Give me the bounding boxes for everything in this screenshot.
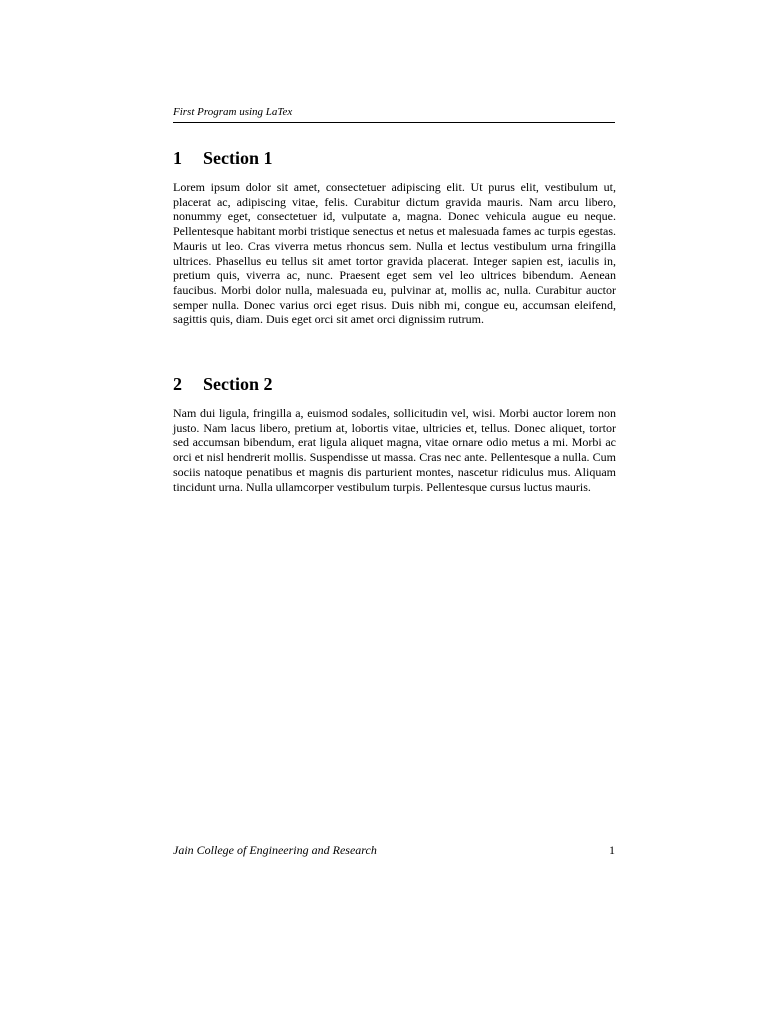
section-number: 1 [173, 148, 182, 168]
running-footer [173, 843, 615, 859]
section-heading [173, 146, 616, 170]
section-heading [173, 372, 616, 396]
running-header [173, 104, 615, 123]
section-body-paragraph: Lorem ipsum dolor sit amet, consectetuer adipiscing elit. Ut purus elit, vestibulum ut, placerat ac, adipiscing vitae, felis. Curabitur dictum gravida mauris. Nam arcu libero, nonummy eget, consectetuer id, vulputate a, magna. Donec vehicula augue eu neque. Pellentesque habitant morbi tristique senectus et netus et malesuada fames ac turpis egestas. Mauris ut leo. Cras viverra metus rhoncus sem. Nulla et lectus vestibulum urna fringilla ultrices. Phasellus eu tellus sit amet tortor gravida placerat. Integer sapien est, iaculis in, pretium quis, viverra ac, nunc. Praesent eget sem vel leo ultrices bibendum. Aenean faucibus. Morbi dolor nulla, malesuada eu, pulvinar at, mollis ac, nulla. Curabitur auctor semper nulla. Donec varius orci eget risus. Duis nibh mi, congue eu, accumsan eleifend, sagittis quis, diam. Duis eget orci sit amet orci dignissim rutrum. [173, 180, 616, 327]
page-number: 1 [609, 843, 615, 857]
section-number: 2 [173, 374, 182, 394]
section-1 [173, 146, 616, 327]
section-title: Section 1 [203, 148, 273, 168]
section-2 [173, 372, 616, 494]
section-title: Section 2 [203, 374, 273, 394]
section-body-paragraph: Nam dui ligula, fringilla a, euismod sodales, sollicitudin vel, wisi. Morbi auctor lorem non justo. Nam lacus libero, pretium at, lobortis vitae, ultricies et, tellus. Donec aliquet, tortor sed accumsan bibendum, erat ligula aliquet magna, vitae ornare odio metus a mi. Morbi ac orci et nisl hendrerit mollis. Suspendisse ut massa. Cras nec ante. Pellentesque a nulla. Cum sociis natoque penatibus et magnis dis parturient montes, nascetur ridiculus mus. Aliquam tincidunt urna. Nulla ullamcorper vestibulum turpis. Pellentesque cursus luctus mauris. [173, 406, 616, 494]
footer-institution: Jain College of Engineering and Research [173, 843, 377, 857]
header-title: First Program using LaTex [173, 106, 293, 118]
